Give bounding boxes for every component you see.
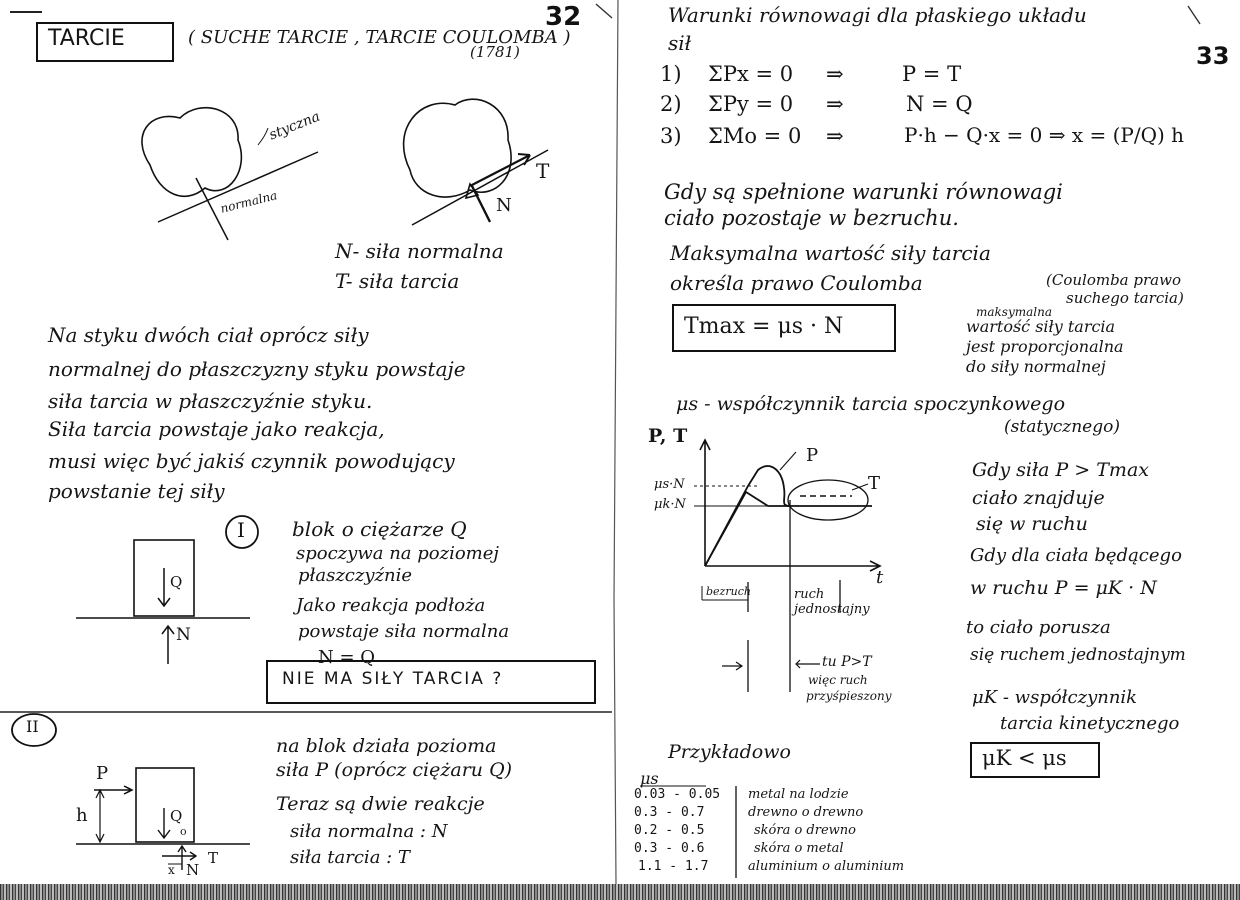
eq2-result: N = Q	[906, 92, 973, 116]
paragraph-line-6: powstanie tej siły	[48, 479, 225, 503]
example-pair-5: aluminium o aluminium	[748, 859, 905, 874]
graph-axis-x: t	[876, 567, 884, 588]
motion-line-5: w ruchu P = μK · N	[970, 577, 1157, 599]
examples-title: Przykładowo	[668, 741, 791, 763]
coulomb-note-2: suchego tarcia)	[1066, 289, 1184, 307]
paragraph-line-4: Siła tarcia powstaje jako reakcja,	[48, 417, 385, 441]
eq2-arrow: ⇒	[826, 92, 844, 116]
no-friction-text: NIE MA SIŁY TARCIA ?	[282, 669, 504, 689]
case2-line-3: Teraz są dwie reakcje	[276, 793, 485, 815]
example-range-4: 0.3 - 0.6	[634, 841, 705, 856]
case2-x: x	[168, 863, 175, 877]
graph-axis-y: P, T	[648, 425, 688, 447]
label-normalna: normalna	[218, 188, 279, 216]
label-T-arrow: T	[536, 159, 550, 183]
case2-line-1: na blok działa pozioma	[276, 735, 497, 757]
motion-line-3: się w ruchu	[976, 513, 1088, 535]
coulomb-note-1: (Coulomba prawo	[1046, 271, 1181, 289]
eq3-num: 3)	[660, 124, 682, 148]
page-number-right: 33	[1196, 42, 1230, 70]
muk-def-2: tarcia kinetycznego	[1000, 713, 1180, 734]
case2-line-2: siła P (oprócz ciężaru Q)	[276, 759, 513, 781]
case1-line-5: powstaje siła normalna	[298, 621, 510, 642]
title-subtitle: ( SUCHE TARCIE , TARCIE COULOMBA )	[188, 27, 571, 48]
case2-h: h	[76, 805, 88, 826]
eq1-arrow: ⇒	[826, 62, 844, 86]
label-N-arrow: N	[496, 195, 512, 216]
eq3-arrow: ⇒	[826, 124, 844, 148]
case1-line-3: płaszczyźnie	[298, 565, 413, 586]
example-pair-3: skóra o drewno	[754, 823, 856, 838]
case1-line-1: blok o ciężarze Q	[292, 517, 467, 541]
graph-accel-label-1: tu P>T	[822, 654, 872, 670]
paragraph-line-1: Na styku dwóch ciał oprócz siły	[48, 323, 369, 347]
eq1-result: P = T	[902, 62, 962, 86]
muk-def-1: μK - współczynnik	[972, 687, 1138, 708]
graph-P-label: P	[806, 445, 819, 466]
example-range-5: 1.1 - 1.7	[638, 859, 709, 874]
mus-def-1: μs - współczynnik tarcia spoczynkowego	[676, 393, 1066, 415]
case2-line-4: siła normalna : N	[290, 821, 448, 842]
rest-line-2: ciało pozostaje w bezruchu.	[664, 206, 959, 230]
legend-T: T- siła tarcia	[335, 269, 460, 293]
page-number-left: 32	[545, 2, 582, 32]
case2-line-5: siła tarcia : T	[290, 847, 410, 868]
example-range-3: 0.2 - 0.5	[634, 823, 705, 838]
example-pair-2: drewno o drewno	[748, 805, 864, 820]
example-range-1: 0.03 - 0.05	[634, 787, 721, 802]
graph-accel-label-3: przyśpieszony	[806, 689, 892, 703]
case2-o: o	[180, 825, 187, 838]
graph-accel-label-2: więc ruch	[808, 673, 868, 687]
case2-T: T	[208, 849, 219, 867]
case1-roman: I	[237, 518, 245, 542]
tmax-note-2: wartość siły tarcia	[966, 317, 1116, 336]
scan-edge	[0, 884, 1240, 900]
eq2-num: 2)	[660, 92, 682, 116]
max-line-1: Maksymalna wartość siły tarcia	[670, 241, 991, 265]
eq3-cond: ΣMo = 0	[708, 124, 802, 148]
motion-line-2: ciało znajduje	[972, 487, 1105, 509]
max-line-2: określa prawo Coulomba	[670, 271, 923, 295]
label-styczna: styczna	[266, 108, 323, 144]
motion-line-6: to ciało porusza	[966, 617, 1111, 638]
case1-N: N	[176, 625, 191, 645]
examples-col-header: μs	[640, 769, 659, 788]
eq1-num: 1)	[660, 62, 682, 86]
example-pair-1: metal na lodzie	[748, 787, 849, 802]
header-line-1: Warunki równowagi dla płaskiego układu	[668, 3, 1087, 27]
header-line-2: sił	[668, 31, 692, 55]
graph-uniform-label-1: ruch jednostajny	[794, 587, 870, 617]
motion-line-7: się ruchem jednostajnym	[970, 645, 1186, 665]
eq3-result: P·h − Q·x = 0 ⇒ x = (P/Q) h	[904, 123, 1185, 147]
legend-N: N- siła normalna	[335, 239, 504, 263]
graph-mus-n: μs·N	[654, 477, 685, 492]
mus-def-2: (statycznego)	[1004, 417, 1120, 437]
graph-rest-label: bezruch	[706, 585, 751, 598]
motion-line-4: Gdy dla ciała będącego	[970, 545, 1182, 566]
eq2-cond: ΣPy = 0	[708, 92, 794, 116]
case2-P: P	[96, 763, 109, 784]
case1-formula: N = Q	[318, 647, 376, 668]
page-title: TARCIE	[48, 26, 125, 51]
case2-roman: II	[26, 717, 39, 736]
tmax-note-3: jest proporcjonalna	[966, 337, 1124, 356]
tmax-note-1: maksymalna	[976, 305, 1052, 319]
paragraph-line-2: normalnej do płaszczyzny styku powstaje	[48, 357, 466, 381]
case1-line-4: Jako reakcja podłoża	[296, 595, 486, 616]
case1-Q: Q	[170, 573, 183, 591]
graph-muk-n: μk·N	[654, 497, 686, 512]
rest-line-1: Gdy są spełnione warunki równowagi	[664, 180, 1063, 204]
case1-line-2: spoczywa na poziomej	[296, 543, 499, 564]
tmax-note-4: do siły normalnej	[966, 357, 1106, 376]
case2-N: N	[186, 861, 200, 879]
muk-box-text: μK < μs	[982, 746, 1067, 770]
paragraph-line-3: siła tarcia w płaszczyźnie styku.	[48, 389, 373, 413]
title-year: (1781)	[470, 43, 520, 61]
example-pair-4: skóra o metal	[754, 841, 844, 856]
motion-line-1: Gdy siła P > Tmax	[972, 459, 1149, 481]
eq1-cond: ΣPx = 0	[708, 62, 794, 86]
graph-T-label: T	[868, 473, 881, 494]
example-range-2: 0.3 - 0.7	[634, 805, 705, 820]
case2-Q: Q	[170, 807, 183, 825]
tmax-formula: Tmax = μs · N	[684, 314, 844, 339]
paragraph-line-5: musi więc być jakiś czynnik powodujący	[48, 449, 455, 473]
